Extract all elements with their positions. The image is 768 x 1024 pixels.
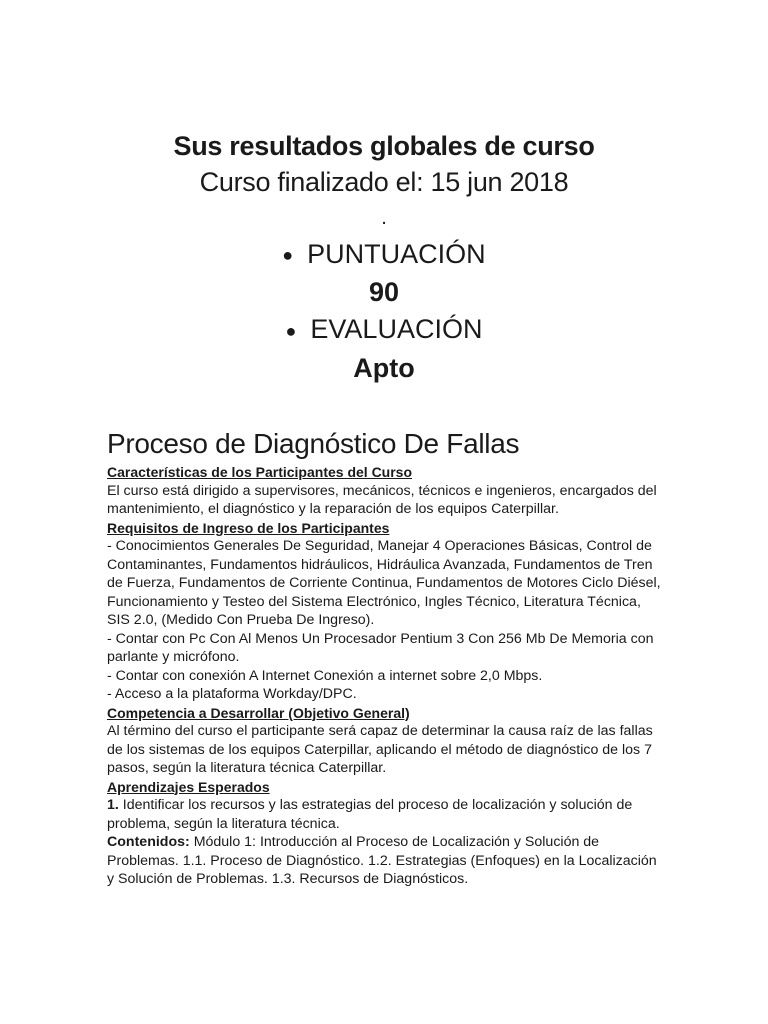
requirement-item: - Contar con conexión A Internet Conexión a internet sobre 2,0 Mbps.	[107, 667, 543, 684]
competence-heading: Competencia a Desarrollar (Objetivo General)	[107, 704, 410, 721]
course-title: Proceso de Diagnóstico De Fallas	[107, 428, 520, 459]
contents-label: Contenidos:	[107, 834, 190, 850]
requirements-heading: Requisitos de Ingreso de los Participantes	[107, 519, 390, 536]
completion-date: Curso finalizado el: 15 jun 2018	[199, 167, 569, 197]
learning-text: Identificar los recursos y las estrategias del proceso de localización y solución de problema, según la literatura técnica.	[107, 797, 633, 832]
evaluation-label: EVALUACIÓN	[310, 314, 483, 345]
course-details	[107, 426, 667, 889]
bullet-icon: ●	[282, 245, 294, 266]
score-value: 90	[368, 277, 400, 308]
evaluation-value: Apto	[353, 352, 415, 383]
learning-heading: Aprendizajes Esperados	[107, 778, 270, 795]
requirement-item: - Contar con Pc Con Al Menos Un Procesador Pentium 3 Con 256 Mb De Memoria con parlante y micrófono.	[107, 630, 654, 665]
participants-heading: Características de los Participantes del Curso	[107, 464, 413, 480]
results-title: Sus resultados globales de curso	[173, 131, 595, 161]
learning-number: 1.	[107, 797, 119, 813]
bullet-icon: ●	[285, 320, 297, 341]
competence-text: Al término del curso el participante será capaz de determinar la causa raíz de las fallas de los sistemas de los equipos Caterpillar, aplicando el método de diagnóstico de los 7 pasos, según la literatura técnica Caterpillar.	[107, 723, 653, 776]
score-label-row	[0, 236, 768, 274]
requirement-item: - Conocimientos Generales De Seguridad, Manejar 4 Operaciones Básicas, Control de Contaminantes, Fundamentos hidráulicos, Hidráulica Avanzada, Fundamentos de Tren de Fuerza, Fundamentos de Corriente Continua, Fundamentos de Motores Ciclo Diésel, Funcionamiento y Testeo del Sistema Electrónico, Ingles Técnico, Literatura Técnica, SIS 2.0, (Medido Con Prueba De Ingreso).	[107, 538, 661, 628]
evaluation-label-row	[0, 311, 768, 349]
learning-item	[107, 796, 667, 833]
contents-paragraph	[107, 833, 667, 889]
contents-text: Módulo 1: Introducción al Proceso de Localización y Solución de Problemas. 1.1. Proceso de Diagnóstico. 1.2. Estrategias (Enfoques) en la Localización y Solución de Problemas. 1.3. Recursos de Diagnósticos.	[107, 834, 657, 887]
bullet-icon: .	[381, 207, 387, 229]
score-label: PUNTUACIÓN	[307, 239, 486, 269]
results-summary	[0, 128, 768, 387]
requirement-item: - Acceso a la plataforma Workday/DPC.	[107, 686, 357, 702]
participants-text: El curso está dirigido a supervisores, mecánicos, técnicos e ingenieros, encargados del mantenimiento, el diagnóstico y la reparación de los equipos Caterpillar.	[107, 482, 657, 517]
